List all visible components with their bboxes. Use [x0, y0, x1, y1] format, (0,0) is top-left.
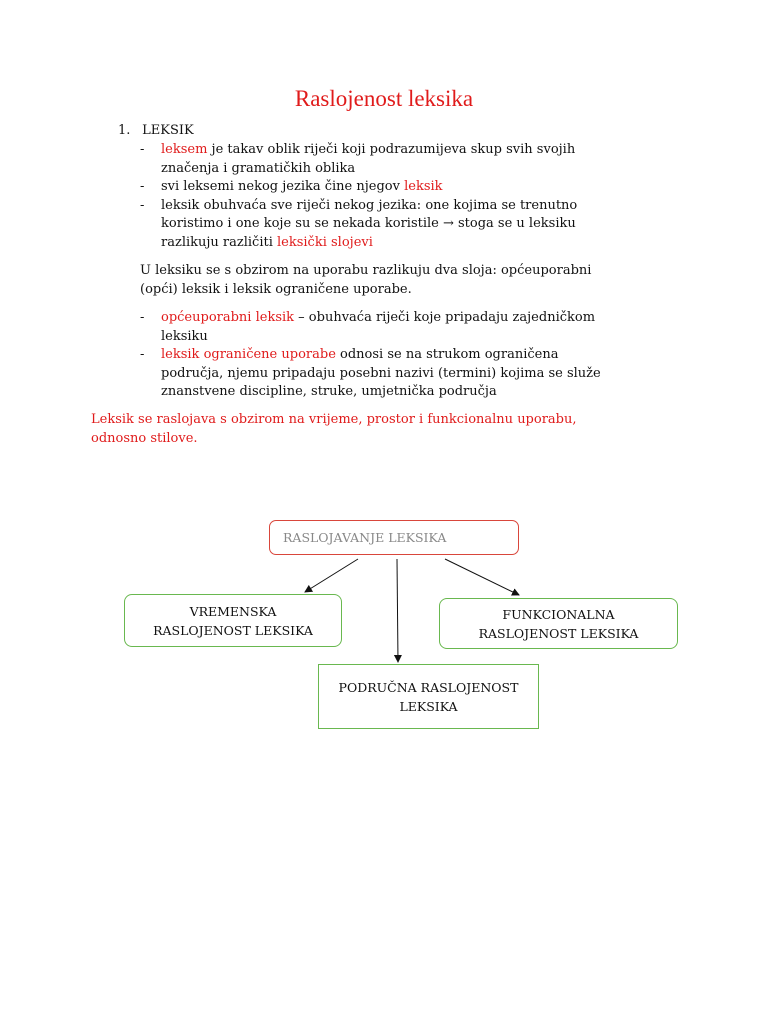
- box-line: LEKSIKA: [399, 698, 458, 714]
- text-run: značenja i gramatičkih oblika: [161, 160, 356, 176]
- arrow-to-vremenska: [305, 559, 358, 592]
- highlighted-term: leksički slojevi: [277, 234, 373, 250]
- bullet-dash: -: [140, 179, 145, 194]
- diagram-root-box: [269, 520, 519, 555]
- diagram-root-label: RASLOJAVANJE LEKSIKA: [283, 530, 447, 545]
- paragraph-line: U leksiku se s obzirom na uporabu razlikuju dva sloja: općeuporabni: [140, 263, 592, 278]
- box-line: RASLOJENOST LEKSIKA: [153, 622, 313, 638]
- page-title: Raslojenost leksika: [294, 86, 474, 111]
- text-run: – obuhvaća riječi koje pripadaju zajedničkom: [294, 310, 596, 325]
- text-run: područja, njemu pripadaju posebni nazivi (termini) kojima se služe: [161, 365, 601, 381]
- bullet-dash: -: [140, 197, 145, 213]
- highlighted-term: općeuporabni leksik: [161, 310, 295, 325]
- bullet-dash: -: [140, 142, 145, 157]
- text-run: je takav oblik riječi koji podrazumijeva skup svih svojih: [207, 142, 576, 157]
- text-run: leksiku: [161, 328, 208, 344]
- box-line: PODRUČNA RASLOJENOST: [338, 679, 519, 695]
- box-line: RASLOJENOST LEKSIKA: [478, 625, 639, 641]
- section-label: LEKSIK: [142, 123, 194, 138]
- highlighted-term: leksik: [404, 179, 443, 194]
- text-run: koristimo i one koje su se nekada koristile → stoga se u leksiku: [161, 216, 576, 231]
- text-run: razlikuju različiti: [161, 234, 277, 250]
- diagram-regional-box: [318, 664, 539, 729]
- bullet-dash: -: [140, 347, 145, 362]
- box-line: FUNKCIONALNA: [502, 606, 615, 622]
- box-line: VREMENSKA: [189, 603, 277, 619]
- arrow-to-podrucna: [397, 559, 398, 662]
- diagram-temporal-box: [124, 594, 342, 647]
- note-line: odnosno stilove.: [91, 430, 198, 446]
- bullet-dash: -: [140, 310, 145, 325]
- text-run: znanstvene discipline, struke, umjetnička područja: [161, 384, 497, 399]
- arrow-to-funkcionalna: [445, 559, 519, 595]
- section-number: 1.: [118, 123, 131, 138]
- paragraph-line: (opći) leksik i leksik ograničene uporabe.: [140, 281, 412, 297]
- note-line: Leksik se raslojava s obzirom na vrijeme, prostor i funkcionalnu uporabu,: [91, 412, 577, 427]
- text-run: odnosi se na strukom ograničena: [335, 347, 559, 362]
- text-run: svi leksemi nekog jezika čine njegov: [161, 179, 405, 194]
- highlighted-term: leksik ograničene uporabe: [161, 347, 336, 362]
- text-run: leksik obuhvaća sve riječi nekog jezika: one kojima se trenutno: [161, 197, 578, 213]
- highlighted-term: leksem: [161, 142, 208, 157]
- diagram-functional-box: [439, 598, 678, 649]
